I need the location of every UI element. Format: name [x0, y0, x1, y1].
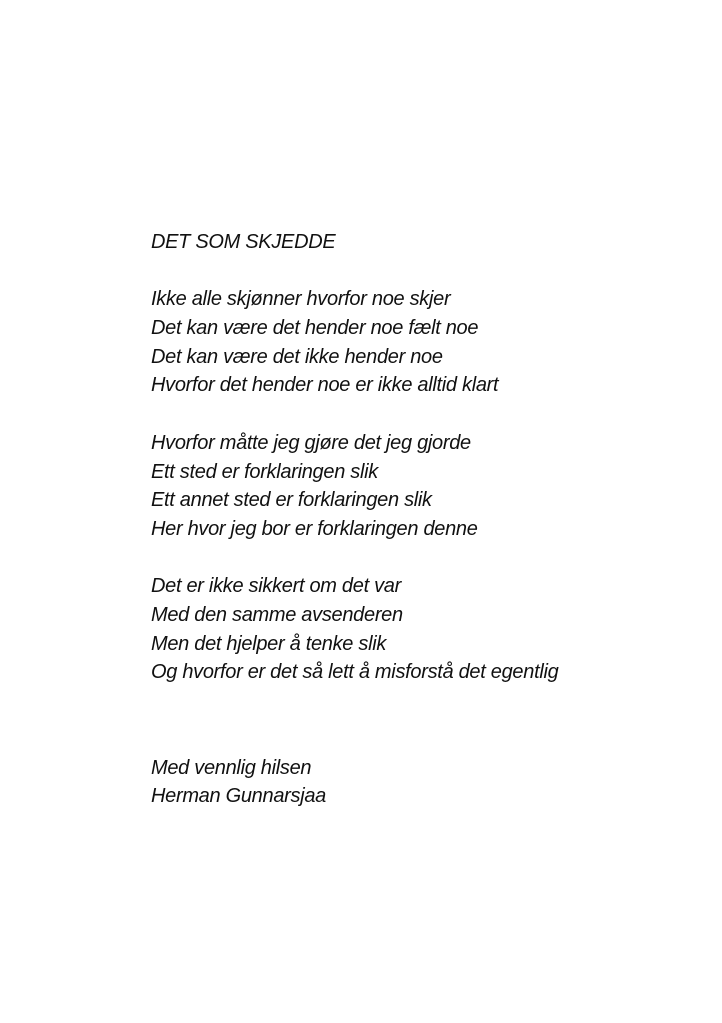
poem-line: Her hvor jeg bor er forklaringen denne: [151, 517, 478, 540]
poem-title: DET SOM SKJEDDE: [151, 231, 336, 253]
poem-line: Ett sted er forklaringen slik: [151, 460, 378, 483]
poem-line: Det kan være det ikke hender noe: [151, 345, 443, 368]
spacer: [151, 257, 691, 286]
spacer: [151, 687, 691, 716]
poem-line: Hvorfor det hender noe er ikke alltid klart: [151, 374, 499, 397]
poem-line: Det kan være det hender noe fælt noe: [151, 317, 479, 340]
poem-line: Med den samme avsenderen: [151, 603, 403, 626]
stanza-2: [151, 429, 691, 544]
poem-body: [151, 228, 691, 811]
poem-line: Ikke alle skjønner hvorfor noe skjer: [151, 288, 451, 311]
closing-greeting: Med vennlig hilsen: [151, 756, 312, 779]
spacer: [151, 716, 691, 754]
poem-line: Hvorfor måtte jeg gjøre det jeg gjorde: [151, 431, 471, 454]
spacer: [151, 544, 691, 573]
spacer: [151, 400, 691, 429]
poem-line: Det er ikke sikkert om det var: [151, 575, 401, 598]
poem-line: Ett annet sted er forklaringen slik: [151, 489, 432, 512]
signature: Herman Gunnarsjaa: [151, 785, 326, 808]
closing: [151, 754, 691, 811]
poem-line: Men det hjelper å tenke slik: [151, 632, 387, 655]
stanza-3: [151, 572, 691, 687]
stanza-1: [151, 285, 691, 400]
poem-line: Og hvorfor er det så lett å misforstå det egentlig: [151, 661, 559, 684]
